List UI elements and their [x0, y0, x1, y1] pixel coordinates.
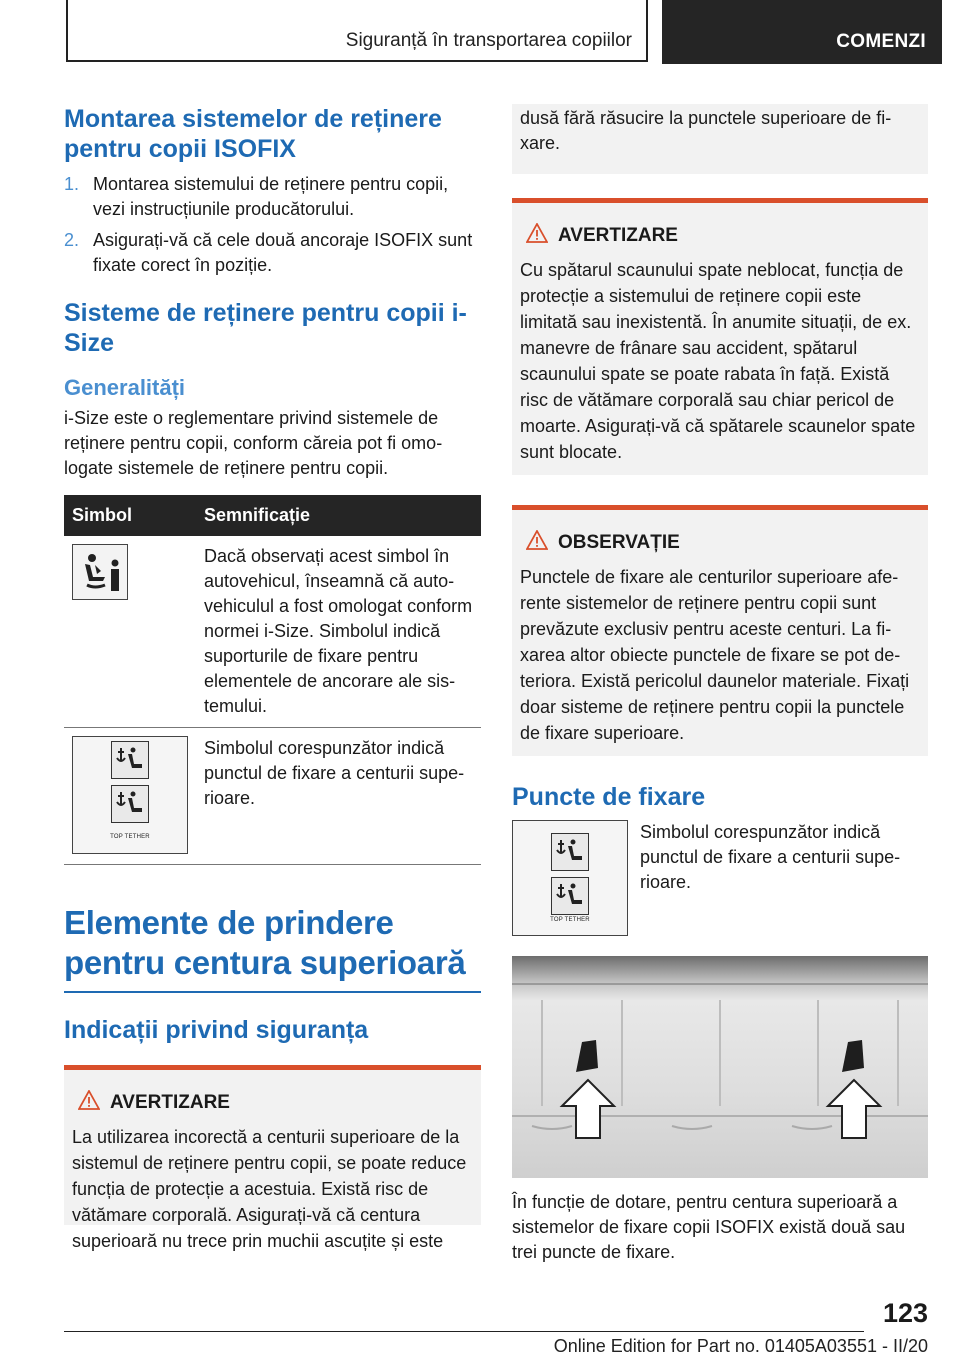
general-text: i-Size este o reglementare privind sistemele de reținere pentru copii, conform căreia pot fi omologate sistemele de reținere pentru copii.: [64, 408, 443, 478]
anchor-seat-icon: [111, 741, 149, 779]
top-tether-icon: [72, 736, 188, 854]
anchor-seat-icon: [551, 877, 589, 915]
table-cell-meaning: Simbolul corespunzător indică punctul de fixare a centurii superioare.: [196, 728, 481, 865]
general-heading: Generalități: [64, 375, 186, 400]
top-tether-label: TOP TETHER: [550, 917, 590, 923]
symbol-table: [64, 495, 481, 865]
page-number: 123: [882, 1298, 928, 1328]
anchor-seat-icon: [551, 833, 589, 871]
table-row: [64, 728, 481, 865]
trunk-anchor-photo: [512, 956, 928, 1178]
step-item: [64, 228, 481, 278]
warning-title: AVERTIZARE: [110, 1092, 230, 1113]
notice-triangle-icon: [526, 530, 548, 556]
notice-text: Punctele de fixare ale centurilor superioare aferente sistemelor de reținere pentru copii sunt prevăzute exclusiv pentru aceste centuri. La fixarea altor obiecte punctele de fixare se pot deteriora. Există pericolul daunelor materiale. Fixați doar sisteme de reținere pentru copii la punctele de fixare superioare.: [520, 567, 910, 743]
step-item: [64, 172, 481, 222]
top-tether-label: TOP TETHER: [110, 833, 150, 840]
warning-box: [512, 198, 928, 475]
warning-continuation-text: dusă fără răsucire la punctele superioare de fixare.: [520, 108, 892, 153]
step-number: 1.: [64, 174, 80, 194]
warning-text: La utilizarea incorectă a centurii superioare de la sistemul de reținere pentru copii, se poate reduce funcția de protecție a acestuia. Există risc de vătămare corporală. Asigurați-vă că centura superioară nu trece prin muchii ascuțite și este: [72, 1127, 467, 1251]
table-row: [64, 536, 481, 728]
table-header-meaning: Semnificație: [196, 495, 481, 536]
warning-text: Cu spătarul scaunului spate neblocat, funcția de protecție a sistemului de reținere copii este limitată sau inexistentă. În anumite situații, de ex. manevre de frânare sau accident, spătarul scaunului spate se poate rabata în față. Există risc de vătămare corporală sau chiar pericol de moarte. Asigurați-vă că spătarele scaunelor spate sunt blocate.: [520, 260, 916, 462]
bottom-text: În funcție de dotare, pentru centura superioară a sistemelor de fixare copii ISOFIX există două sau trei puncte de fixare.: [512, 1192, 906, 1262]
warning-box: [64, 1065, 481, 1251]
warning-triangle-icon: [526, 223, 548, 249]
table-header-symbol: Simbol: [64, 495, 196, 536]
isofix-steps: [64, 172, 481, 278]
notice-title: OBSERVAȚIE: [558, 532, 680, 553]
warning-triangle-icon: [78, 1090, 100, 1116]
left-column: [64, 100, 481, 1251]
footer-edition: Online Edition for Part no. 01405A03551 - II/20: [553, 1336, 928, 1356]
anchor-text: Simbolul corespunzător indică punctul de fixare a centurii superioare.: [640, 822, 901, 892]
top-tether-icon: [512, 820, 628, 936]
isofix-heading: Montarea sistemelor de reținere pentru copii ISOFIX: [64, 105, 442, 163]
notice-box: [512, 505, 928, 756]
tether-heading-block: [64, 903, 481, 993]
step-text: Asigurați-vă că cele două ancoraje ISOFIX sunt fixate corect în poziție.: [93, 230, 473, 275]
isize-heading: Sisteme de reținere pentru copii i-Size: [64, 299, 467, 357]
chapter-title: Siguranță în transportarea copiilor: [66, 0, 648, 62]
footer-divider: [64, 1331, 864, 1332]
warning-continuation-box: [512, 104, 928, 174]
step-number: 2.: [64, 230, 80, 250]
right-column: [512, 104, 928, 1265]
warning-title: AVERTIZARE: [558, 225, 678, 246]
anchor-heading: Puncte de fixare: [512, 783, 706, 811]
anchor-seat-icon: [111, 785, 149, 823]
anchor-section: [512, 820, 928, 936]
table-cell-meaning: Dacă observați acest simbol în autovehicul, înseamnă că autovehiculul a fost omologat conform normei i-Size. Simbolul indică suporturile de fixare pentru elementele de ancorare ale sistemului.: [196, 536, 481, 728]
isize-seat-icon: [72, 544, 128, 600]
section-tab[interactable]: COMENZI: [662, 0, 942, 64]
tether-heading: Elemente de prindere pentru centura superioară: [64, 904, 466, 981]
safety-heading: Indicații privind siguranța: [64, 1016, 369, 1044]
step-text: Montarea sistemului de reținere pentru copii, vezi instrucțiunile producătorului.: [93, 174, 449, 219]
